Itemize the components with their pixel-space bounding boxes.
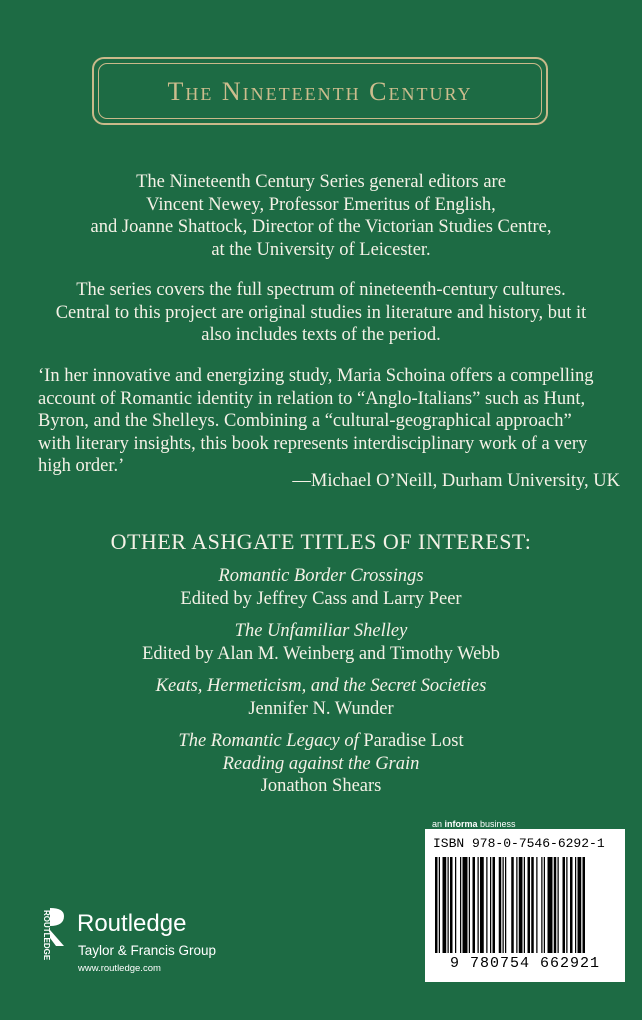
- quote-line: ‘In her innovative and energizing study, Maria Schoina offers a compelling: [38, 366, 594, 386]
- other-title-item: [0, 620, 642, 665]
- barcode-bar: [531, 857, 534, 953]
- book-title: [0, 730, 642, 753]
- book-title-part: Paradise Lost: [363, 731, 464, 751]
- series-title: The Nineteenth Century: [167, 77, 473, 106]
- barcode-bar: [499, 857, 502, 953]
- barcode-bar: [493, 857, 496, 953]
- barcode-bar: [486, 857, 487, 953]
- quote-attribution: —Michael O’Neill, Durham University, UK: [292, 471, 620, 491]
- barcode-bar: [528, 857, 531, 953]
- editors-line: at the University of Leicester.: [211, 239, 431, 260]
- book-title: Romantic Border Crossings: [218, 566, 424, 586]
- barcode-bar: [469, 857, 470, 953]
- barcode-bar: [558, 857, 559, 953]
- publisher-url[interactable]: www.routledge.com: [78, 963, 161, 974]
- barcode-bar: [570, 857, 573, 953]
- barcode-bar: [575, 857, 576, 953]
- barcode-bar: [448, 857, 449, 953]
- barcode-bar: [548, 857, 553, 953]
- informa-business-label: an informa business: [432, 819, 516, 829]
- barcode-bar: [490, 857, 491, 953]
- barcode-bar: [450, 857, 453, 953]
- barcode-bar: [455, 857, 456, 953]
- barcode-bar: [578, 857, 582, 953]
- book-credit: Jonathon Shears: [260, 776, 382, 796]
- editors-line: Vincent Newey, Professor Emeritus of English,: [146, 194, 496, 215]
- book-title: Keats, Hermeticism, and the Secret Societies: [155, 676, 487, 696]
- barcode-bar: [478, 857, 479, 953]
- publisher-group: Taylor & Francis Group: [78, 943, 217, 958]
- book-subtitle: Reading against the Grain: [222, 753, 420, 774]
- scope-line: also includes texts of the period.: [201, 325, 441, 345]
- barcode-bar: [554, 857, 557, 953]
- barcode-bar: [503, 857, 504, 953]
- routledge-logo-text: ROUTLEDGE: [42, 910, 51, 961]
- isbn-barcode: [425, 829, 625, 982]
- barcode-bar: [536, 857, 537, 953]
- series-frame: [92, 57, 548, 125]
- barcode-bar: [460, 857, 461, 953]
- barcode-bar: [541, 857, 542, 953]
- routledge-logo-mark: [50, 908, 64, 946]
- barcode-bars: [435, 857, 617, 953]
- book-title-part: The Romantic Legacy of: [178, 731, 364, 751]
- barcode-bar: [443, 857, 447, 953]
- barcode-bar: [505, 857, 506, 953]
- barcode-bar: [519, 857, 523, 953]
- other-title-item: [0, 730, 642, 798]
- barcode-bar: [480, 857, 484, 953]
- quote-line: with literary insights, this book represents interdisciplinary work of a very: [38, 433, 588, 454]
- barcode-bar: [435, 857, 438, 953]
- barcode-bar: [473, 857, 476, 953]
- barcode-bar: [439, 857, 440, 953]
- book-title: The Unfamiliar Shelley: [234, 621, 408, 641]
- review-quote: [38, 365, 618, 478]
- barcode-bar: [566, 857, 567, 953]
- editors-paragraph: [20, 171, 622, 261]
- barcode-bar: [463, 857, 468, 953]
- publisher-name: Routledge: [77, 910, 187, 937]
- barcode-bar: [583, 857, 586, 953]
- barcode-bar: [524, 857, 525, 953]
- book-credit: Edited by Jeffrey Cass and Larry Peer: [180, 588, 462, 609]
- scope-line: Central to this project are original studies in literature and history, but it: [55, 302, 587, 323]
- scope-paragraph: [20, 279, 622, 347]
- other-title-item: [0, 675, 642, 720]
- barcode-bar: [544, 857, 545, 953]
- other-titles-heading: OTHER ASHGATE TITLES OF INTEREST:: [110, 529, 532, 554]
- quote-line: Byron, and the Shelleys. Combining a “cultural-geographical approach”: [38, 411, 572, 431]
- isbn-text: ISBN 978-0-7546-6292-1: [433, 836, 605, 851]
- book-credit: Edited by Alan M. Weinberg and Timothy Webb: [142, 643, 500, 664]
- quote-line: high order.’: [38, 456, 125, 476]
- barcode-bar: [516, 857, 517, 953]
- barcode-bar: [511, 857, 514, 953]
- other-title-item: [0, 565, 642, 610]
- editors-line: The Nineteenth Century Series general editors are: [136, 172, 506, 192]
- editors-line: and Joanne Shattock, Director of the Victorian Studies Centre,: [90, 217, 552, 237]
- barcode-bar: [563, 857, 566, 953]
- quote-line: account of Romantic identity in relation to “Anglo-Italians” such as Hunt,: [38, 388, 586, 409]
- book-credit: Jennifer N. Wunder: [248, 698, 394, 719]
- routledge-logo: [30, 906, 70, 966]
- barcode-digits: 9 780754 662921: [449, 955, 601, 972]
- scope-line: The series covers the full spectrum of nineteenth-century cultures.: [76, 280, 566, 300]
